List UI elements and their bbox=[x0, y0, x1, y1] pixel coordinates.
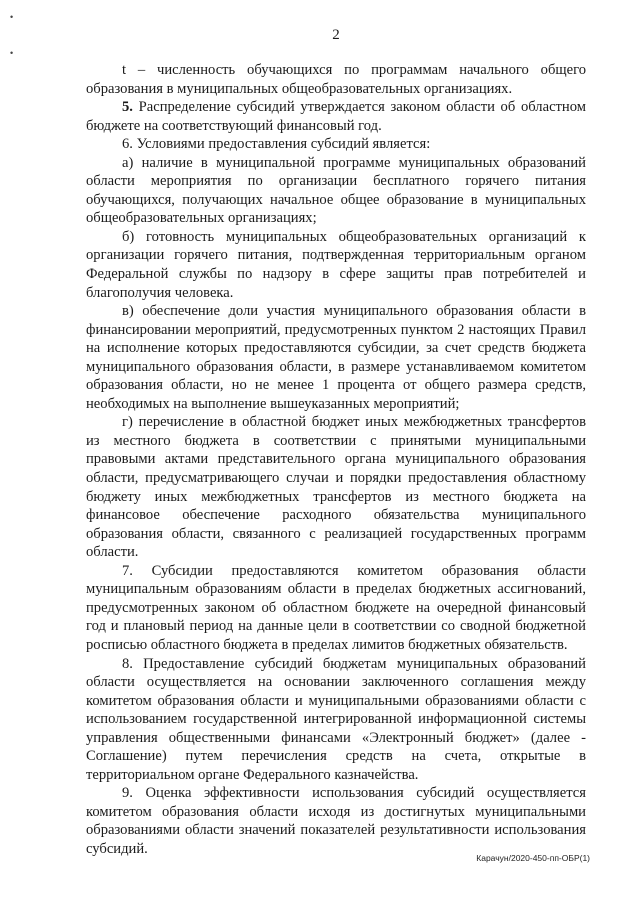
scan-mark: • bbox=[10, 48, 14, 58]
paragraph-7: 7. Субсидии предоставляются комитетом образования области муниципальным образованиям области в пределах бюджетных ассигнований, предусмотренных законом об областном бюджете на очередной финансовый год и плановый период на данные цели в соответствии со сводной бюджетной росписью областного бюджета в пределах лимитов бюджетных обязательств. bbox=[86, 562, 586, 653]
paragraph-6a: а) наличие в муниципальной программе муниципальных образований области мероприятия по организации бесплатного горячего питания обучающихся, получающих начальное общее образование в муниципальных общеобразовательных организациях; bbox=[86, 154, 586, 227]
paragraph-text: Распределение субсидий утверждается законом области об областном бюджете на соответствующий финансовый год. bbox=[86, 99, 586, 134]
paragraph-9: 9. Оценка эффективности использования субсидий осуществляется комитетом образования области исходя из достигнутых муниципальными образованиями области значений показателей результативности использования субсидий. bbox=[86, 785, 586, 857]
paragraph-number: 5. bbox=[122, 99, 133, 116]
paragraph-6b: б) готовность муниципальных общеобразовательных организаций к организации горячего питания, подтвержденная территориальным органом Федеральной службы по надзору в сфере защиты прав потребителей и благополучия человека. bbox=[86, 228, 586, 301]
paragraph-8: 8. Предоставление субсидий бюджетам муниципальных образований области осуществляется на основании заключенного соглашения между комитетом образования области и муниципальными образованиями области с использованием государственной интегрированной информационной системы управления общественными финансами «Электронный бюджет» (далее - Соглашение) путем перечисления средств на счета, открытые в территориальном органе Федерального казначейства. bbox=[86, 655, 586, 783]
paragraph-t-definition: t – численность обучающихся по программам начального общего образования в муниципальных общеобразовательных организациях. bbox=[86, 62, 586, 97]
paragraph-6: 6. Условиями предоставления субсидий является: bbox=[122, 136, 431, 153]
paragraph-6v: в) обеспечение доли участия муниципального образования области в финансировании мероприятий, предусмотренных пунктом 2 настоящих Правил на исполнение которых предоставляются субсидии, за счет средств бюджета муниципального образования области, в размере устанавливаемом комитетом образования области, но не менее 1 процента от общего размера средств, необходимых на выполнение вышеуказанных мероприятий; bbox=[86, 303, 586, 412]
paragraph-5 bbox=[86, 98, 586, 135]
paragraph-6g: г) перечисление в областной бюджет иных межбюджетных трансфертов из местного бюджета в соответствии с принятыми муниципальными правовыми актами представительного органа муниципального образования области, предусматривающего случаи и порядки предоставления областному бюджету иных межбюджетных трансфертов из местного бюджета на финансовое обеспечение расходного обязательства муниципального образования области, связанного с реализацией государственных программ области. bbox=[86, 414, 586, 561]
page-number: 2 bbox=[332, 27, 340, 43]
scan-mark: • bbox=[10, 12, 14, 22]
document-code: Карачун/2020-450-пп-ОБР(1) bbox=[476, 853, 590, 863]
document-body bbox=[86, 61, 586, 859]
